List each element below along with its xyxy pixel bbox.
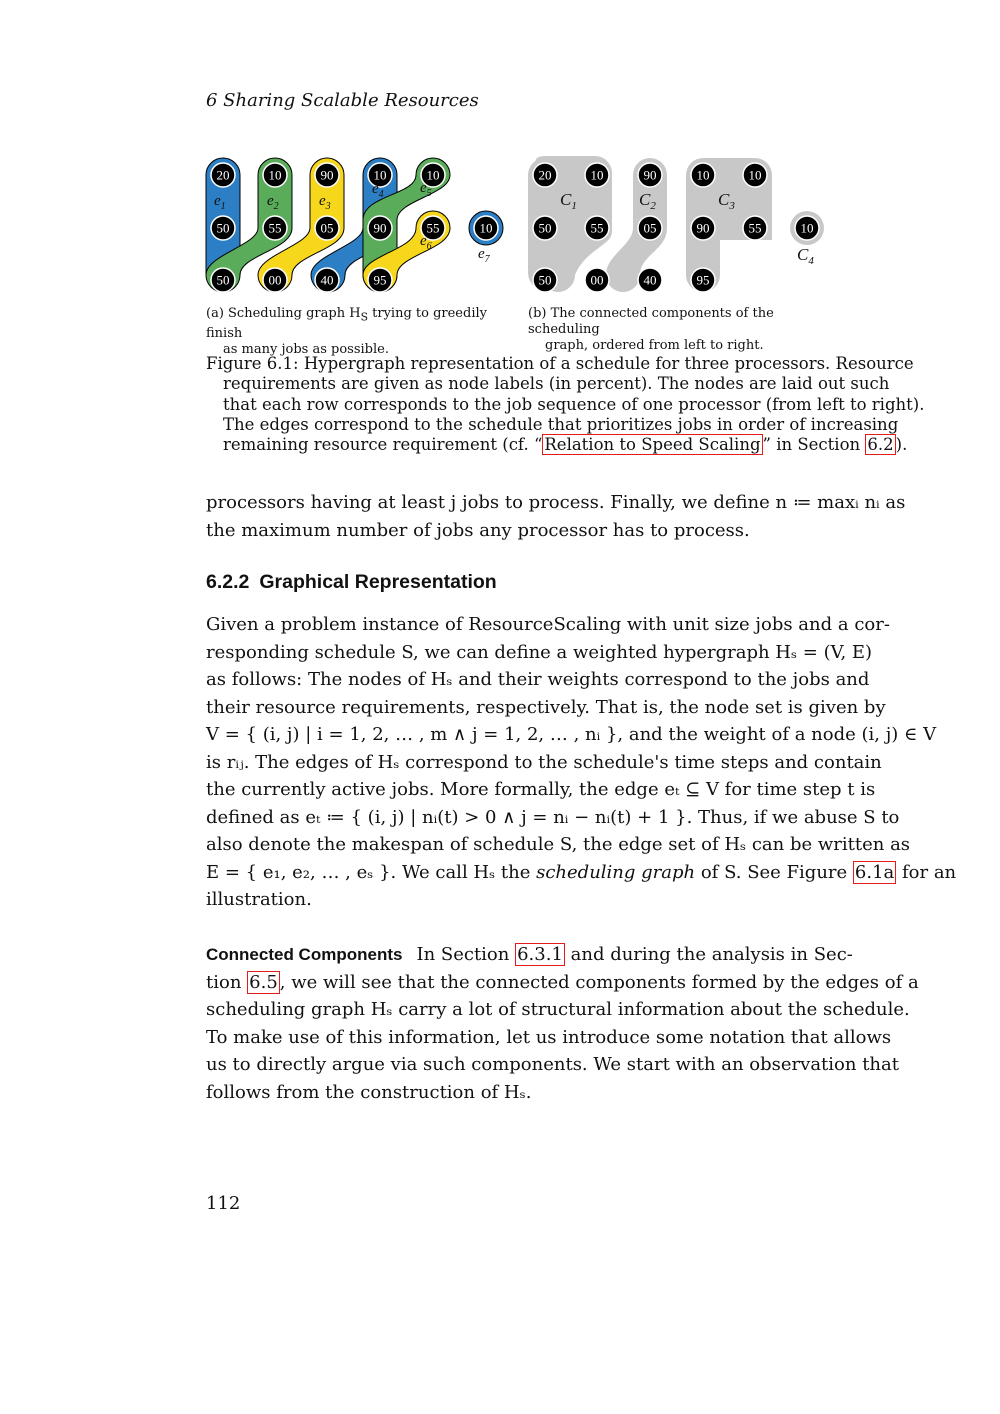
subcaption-a-tail: trying to greedily finish	[206, 306, 487, 341]
p3-l2-post: , we will see that the connected components formed by the edges of a	[279, 971, 919, 993]
edge-label-e3: $e_3$	[319, 193, 331, 212]
graph-node-label: 10	[268, 167, 282, 183]
edge-label-e7: $e_7$	[478, 246, 490, 265]
section-title: Graphical Representation	[259, 571, 497, 593]
graph-node-label: 05	[320, 220, 334, 236]
p2-line-5: V = { (i, j) | i = 1, 2, … , m ∧ j = 1, 2, … , nᵢ }, and the weight of a node (i, j) ∈ V	[206, 724, 937, 745]
p2-last-mid: of S. See Figure	[695, 861, 853, 883]
p3-line-4: To make use of this information, let us introduce some notation that allows	[206, 1026, 892, 1048]
nodes-a	[211, 163, 498, 292]
figure-caption	[206, 354, 925, 455]
graph-node-label: 10	[800, 220, 814, 236]
graph-node-label: 05	[643, 220, 657, 236]
component-label-c2: $C_2$	[639, 190, 656, 212]
graph-node-label: 90	[320, 167, 334, 183]
p2-line-1: Given a problem instance of ResourceScaling with unit size jobs and a cor-	[206, 614, 890, 635]
graph-node-label: 10	[748, 167, 762, 183]
graph-node-label: 50	[216, 272, 230, 288]
graph-node-label: 10	[426, 167, 440, 183]
graph-node-label: 50	[538, 220, 552, 236]
page-number: 112	[206, 1193, 241, 1214]
p2-line-3: as follows: The nodes of Hₛ and their weights correspond to the jobs and	[206, 669, 870, 690]
component-label-c3: $C_3$	[718, 190, 735, 212]
caption-line-4: The edges correspond to the schedule that prioritizes jobs in order of increasing	[223, 414, 899, 434]
caption-line-5-pre: remaining resource requirement (cf. “	[223, 435, 543, 455]
p3-line-2	[206, 969, 919, 997]
caption-line-1: Figure 6.1: Hypergraph representation of a schedule for three processors. Resource	[206, 354, 914, 373]
p2-line-2: responding schedule S, we can define a weighted hypergraph Hₛ = (V, E)	[206, 641, 873, 663]
p2-last-post: for an	[896, 861, 957, 883]
ref-section-6-5[interactable]: 6.5	[249, 971, 278, 993]
graph-node-label: 50	[216, 220, 230, 236]
p3-l2-pre: tion	[206, 971, 248, 993]
section-heading	[206, 571, 497, 594]
paragraph-1	[206, 489, 906, 544]
caption-line-2: requirements are given as node labels (in percent). The nodes are laid out such	[223, 374, 890, 394]
p2-line-4: their resource requirements, respectively. That is, the node set is given by	[206, 696, 886, 718]
graph-b	[528, 156, 824, 292]
p1-line-1: processors having at least j jobs to process. Finally, we define n ≔ maxᵢ nᵢ as	[206, 492, 906, 513]
p3-line-1	[206, 941, 853, 969]
edge-label-e2: $e_2$	[267, 193, 279, 212]
graph-node-label: 90	[696, 220, 710, 236]
component-label-c4: $C_4$	[797, 245, 814, 267]
graph-node-label: 50	[538, 272, 552, 288]
graph-node-label: 00	[590, 272, 604, 288]
edge-label-e6: $e_6$	[420, 233, 432, 252]
graph-node-label: 10	[590, 167, 604, 183]
p2-line-6: is rᵢⱼ. The edges of Hₛ correspond to the schedule's time steps and contain	[206, 751, 882, 773]
component-label-c1: $C_1$	[560, 190, 577, 212]
caption-line-5-mid: ” in Section	[762, 435, 866, 455]
graph-node-label: 20	[538, 167, 552, 183]
p2-last-pre: E = { e₁, e₂, … , eₛ }. We call Hₛ the	[206, 861, 537, 883]
subcaption-b-rest: graph, ordered from left to right.	[545, 338, 764, 353]
p1-line-2: the maximum number of jobs any processor has to process.	[206, 519, 750, 541]
graph-node-label: 90	[643, 167, 657, 183]
paragraph-3	[206, 941, 919, 1106]
graph-node-label: 20	[216, 167, 230, 183]
running-head: 6 Sharing Scalable Resources	[206, 90, 479, 111]
p2-line-9: also denote the makespan of schedule S, the edge set of Hₛ can be written as	[206, 834, 911, 855]
p3-line-5: us to directly argue via such components. We start with an observation that	[206, 1054, 899, 1075]
graph-node-label: 55	[268, 220, 282, 236]
paragraph-2	[206, 611, 957, 914]
graph-node-label: 40	[320, 272, 334, 288]
graph-node-label: 95	[373, 272, 387, 288]
graph-node-label: 00	[268, 272, 282, 288]
graph-node-label: 95	[696, 272, 710, 288]
subcaption-b-label: (b) The connected components of the scheduling	[528, 306, 774, 337]
graph-node-label: 10	[373, 167, 387, 183]
edge-label-e1: $e_1$	[214, 193, 226, 212]
graph-node-label: 10	[479, 220, 493, 236]
graph-node-label: 10	[696, 167, 710, 183]
subcaption-b	[528, 306, 834, 354]
graph-node-label: 90	[373, 220, 387, 236]
caption-line-5	[206, 435, 908, 455]
edge-label-e4: $e_4$	[372, 181, 384, 200]
ref-figure-6-1a[interactable]: 6.1a	[854, 861, 895, 883]
graph-node-label: 40	[643, 272, 657, 288]
graph-node-label: 55	[426, 220, 440, 236]
p3-line-6: follows from the construction of Hₛ.	[206, 1081, 532, 1103]
p3-l1-pre: In Section	[416, 944, 516, 965]
subcaption-a	[206, 306, 512, 358]
caption-line-3: that each row corresponds to the job sequence of one processor (from left to right).	[223, 394, 925, 414]
graph-a	[206, 158, 503, 292]
p3-line-3: scheduling graph Hₛ carry a lot of structural information about the schedule.	[206, 999, 910, 1020]
ref-section-6-2[interactable]: 6.2	[867, 435, 894, 455]
p2-line-11: illustration.	[206, 889, 312, 910]
edge-label-e5: $e_5$	[420, 180, 432, 199]
ref-section-6-3-1[interactable]: 6.3.1	[517, 944, 563, 965]
graph-node-label: 55	[590, 220, 604, 236]
subcaption-a-rest: as many jobs as possible.	[223, 341, 389, 357]
figure-6-1	[200, 150, 840, 310]
subcaption-a-label: (a) Scheduling graph H	[206, 306, 361, 321]
paragraph-heading: Connected Components	[206, 945, 403, 964]
graph-node-label: 55	[748, 220, 762, 236]
p2-line-7: the currently active jobs. More formally, the edge eₜ ⊆ V for time step t is	[206, 779, 876, 800]
subcaption-a-sub: S	[360, 310, 368, 324]
p2-line-10	[206, 859, 957, 887]
section-number: 6.2.2	[206, 571, 250, 593]
ref-relation-speed-scaling[interactable]: Relation to Speed Scaling	[544, 435, 761, 455]
p3-l1-post: and during the analysis in Sec-	[564, 944, 853, 965]
caption-line-5-post: ).	[895, 435, 908, 455]
p2-line-8: defined as eₜ ≔ { (i, j) | nᵢ(t) > 0 ∧ j = nᵢ − nᵢ(t) + 1 }. Thus, if we abuse S to	[206, 806, 900, 828]
p2-last-em: scheduling graph	[536, 861, 696, 883]
